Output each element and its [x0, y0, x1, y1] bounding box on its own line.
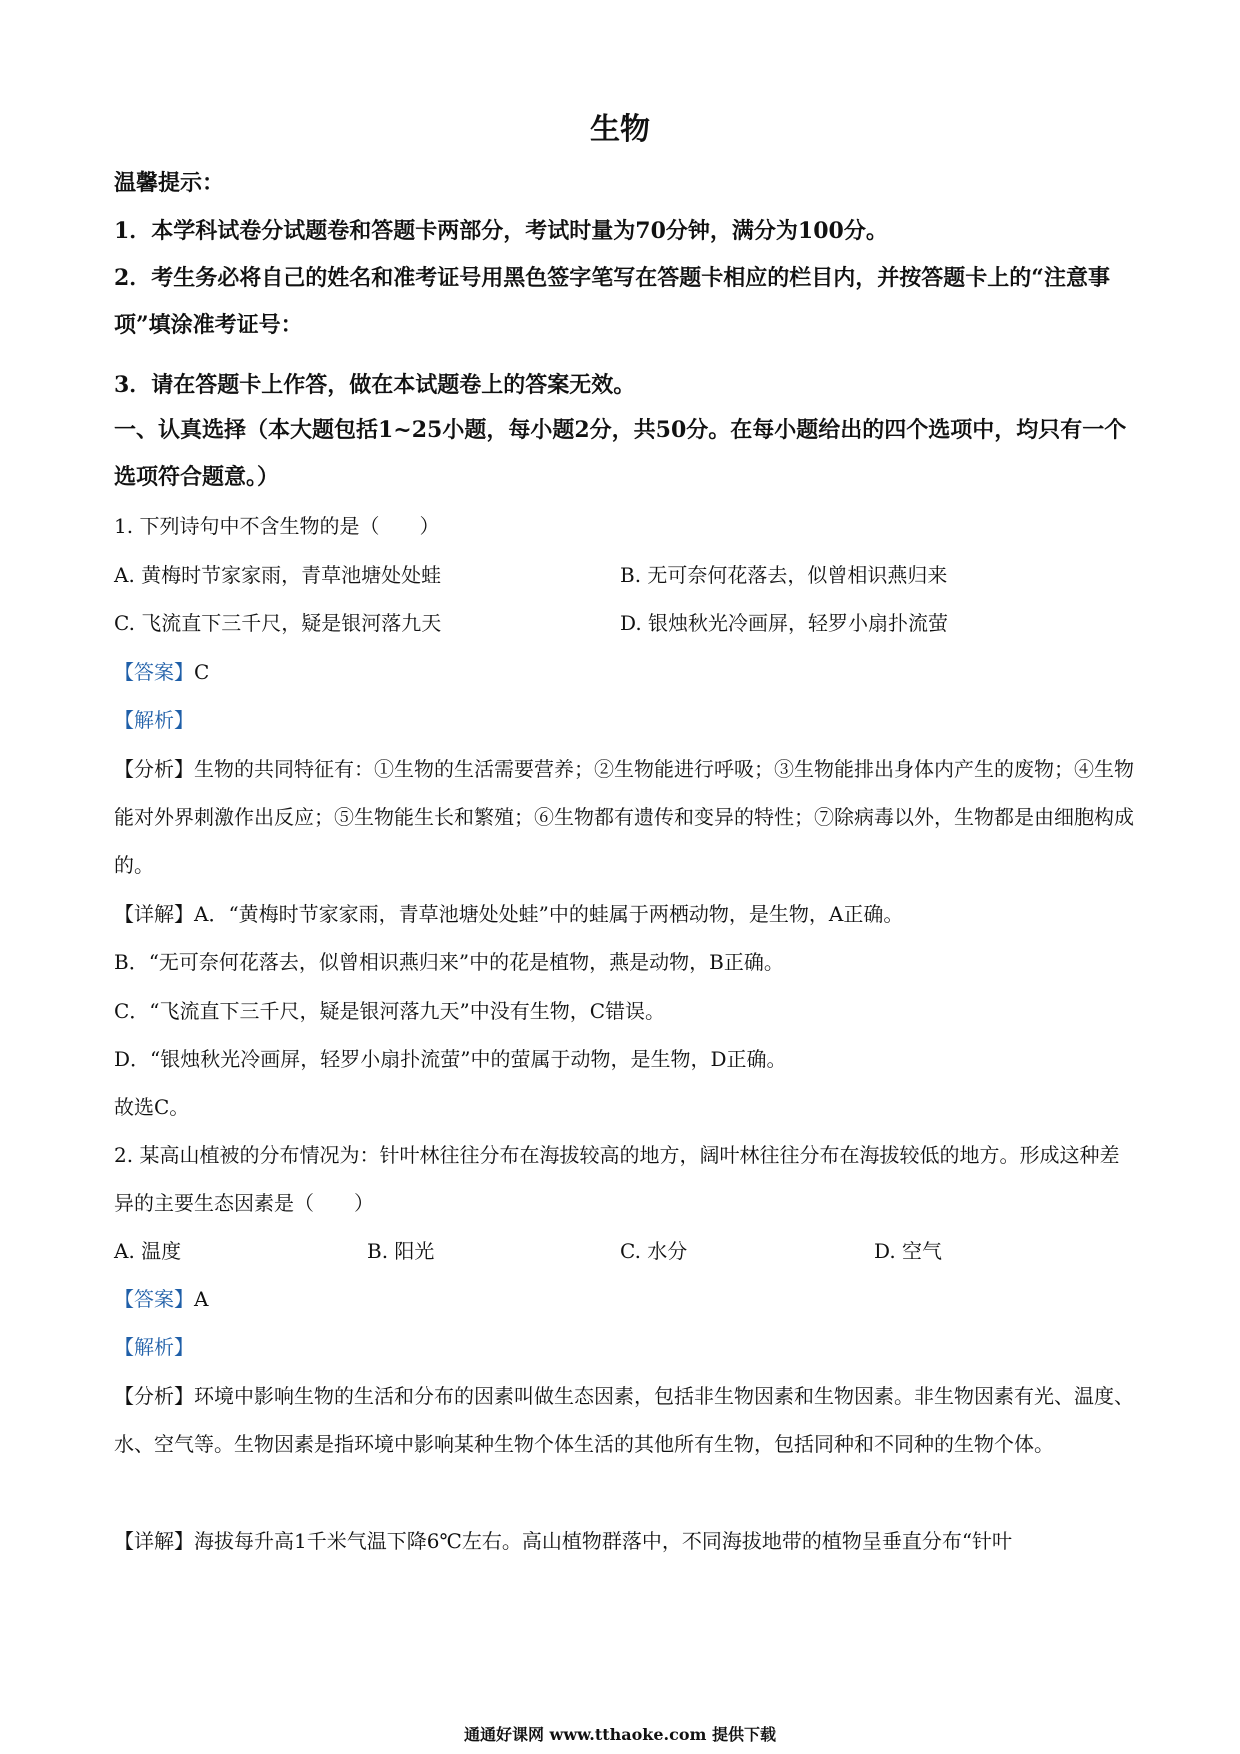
analysis-text: 生物的共同特征有：①生物的生活需要营养；②生物能进行呼吸；③生物能排出身体内产生的废物；④生物能对外界刺激作出反应；⑤生物能生长和繁殖；⑥生物都有遗传和变异的特性；⑦除病毒以外，生物都是由细胞构成的。	[114, 757, 1134, 877]
question-1-detail-d: D．“银烛秋光冷画屏，轻罗小扇扑流萤”中的萤属于动物，是生物，D正确。	[114, 1047, 787, 1071]
question-2-options	[114, 1227, 1134, 1275]
question-1-option-a: A. 黄梅时节家家雨，青草池塘处处蛙	[114, 563, 442, 587]
question-1-option-d: D. 银烛秋光冷画屏，轻罗小扇扑流萤	[620, 611, 949, 635]
question-1-answer	[114, 648, 1134, 696]
question-1-detail-c: C．“飞流直下三千尺，疑是银河落九天”中没有生物，C错误。	[114, 999, 666, 1023]
page-title: 生物	[590, 112, 650, 147]
question-2-answer	[114, 1275, 1134, 1323]
answer-tag: 【答案】	[114, 660, 194, 684]
notice-item-3: 3．请在答题卡上作答，做在本试题卷上的答案无效。	[114, 372, 636, 398]
notice-item-2: 2．考生务必将自己的姓名和准考证号用黑色签字笔写在答题卡相应的栏目内，并按答题卡上的“注意事项”填涂准考证号：	[114, 265, 1110, 338]
question-1-detail-b: B．“无可奈何花落去，似曾相识燕归来”中的花是植物，燕是动物，B正确。	[114, 950, 784, 974]
question-2-option-d: D. 空气	[874, 1239, 943, 1263]
answer-value: A	[194, 1287, 209, 1311]
footer-source: 通通好课网 www.tthaoke.com 提供下载	[463, 1725, 777, 1744]
question-1-stem: 1. 下列诗句中不含生物的是（ ）	[114, 514, 440, 538]
question-2-detail	[114, 1517, 1134, 1565]
analysis-tag: 【解析】	[114, 1335, 194, 1359]
detail-line: A．“黄梅时节家家雨，青草池塘处处蛙”中的蛙属于两栖动物，是生物，A正确。	[194, 902, 904, 926]
analysis-label: 【分析】	[114, 1384, 194, 1408]
question-2-option-b: B. 阳光	[367, 1239, 435, 1263]
question-1-conclusion: 故选C。	[114, 1095, 190, 1119]
question-2-analysis	[114, 1372, 1134, 1468]
analysis-tag: 【解析】	[114, 708, 194, 732]
section-heading: 一、认真选择（本大题包括1~25小题，每小题2分，共50分。在每小题给出的四个选项中，均只有一个选项符合题意。）	[114, 417, 1127, 490]
question-2-stem: 2. 某高山植被的分布情况为：针叶林往往分布在海拔较高的地方，阔叶林往往分布在海拔较低的地方。形成这种差异的主要生态因素是（ ）	[114, 1143, 1120, 1215]
notice-item-1: 1．本学科试卷分试题卷和答题卡两部分，考试时量为70分钟，满分为100分。	[114, 218, 888, 244]
analysis-text: 环境中影响生物的生活和分布的因素叫做生态因素，包括非生物因素和生物因素。非生物因素有光、温度、水、空气等。生物因素是指环境中影响某种生物个体生活的其他所有生物，包括同种和不同种的生物个体。	[114, 1384, 1134, 1456]
question-1-detail-a	[114, 890, 1134, 938]
detail-label: 【详解】	[114, 902, 194, 926]
question-1-analysis	[114, 745, 1134, 889]
answer-value: C	[194, 660, 210, 684]
answer-tag: 【答案】	[114, 1287, 194, 1311]
question-2-option-c: C. 水分	[620, 1239, 688, 1263]
question-1-options	[114, 551, 1134, 647]
question-1-analysis-tag	[114, 696, 1134, 744]
analysis-label: 【分析】	[114, 757, 194, 781]
notice-heading: 温馨提示：	[114, 170, 225, 196]
detail-label: 【详解】	[114, 1529, 194, 1553]
question-1-option-c: C. 飞流直下三千尺，疑是银河落九天	[114, 611, 442, 635]
question-1-option-b: B. 无可奈何花落去，似曾相识燕归来	[620, 563, 948, 587]
question-2-option-a: A. 温度	[114, 1239, 182, 1263]
detail-text: 海拔每升高1千米气温下降6℃左右。高山植物群落中，不同海拔地带的植物呈垂直分布“针叶	[194, 1529, 1013, 1553]
question-2-analysis-tag	[114, 1323, 1134, 1371]
